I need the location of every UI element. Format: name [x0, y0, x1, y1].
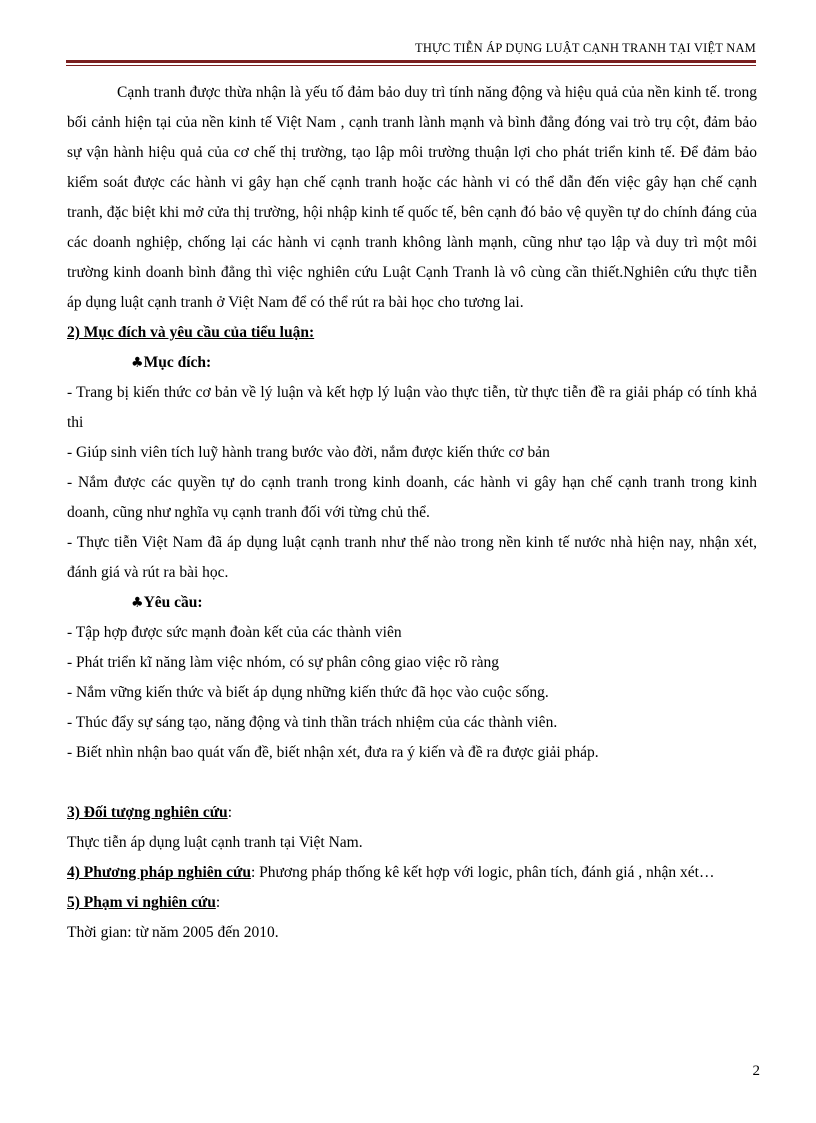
- section-2-heading: [67, 318, 757, 348]
- section-5-colon: :: [215, 894, 221, 911]
- section-5-heading: [67, 888, 757, 918]
- section-3-colon: :: [227, 804, 232, 821]
- purpose-heading: [67, 348, 757, 378]
- purpose-item: - Nắm được các quyền tự do cạnh tranh trong kinh doanh, các hành vi gây hạn chế cạnh tranh trong kinh doanh, cũng như nghĩa vụ cạnh tranh đối với từng chủ thể.: [67, 474, 757, 521]
- section-3-heading: [67, 798, 757, 828]
- requirement-item: - Biết nhìn nhận bao quát vấn đề, biết nhận xét, đưa ra ý kiến và đề ra được giải pháp.: [67, 744, 599, 761]
- purpose-item: - Trang bị kiến thức cơ bản về lý luận và kết hợp lý luận vào thực tiễn, từ thực tiễn đề ra giải pháp có tính khả thi: [67, 384, 757, 431]
- blank-line: [67, 768, 757, 798]
- requirement-item: - Tập hợp được sức mạnh đoàn kết của các thành viên: [67, 624, 402, 641]
- purpose-item: - Giúp sinh viên tích luỹ hành trang bước vào đời, nắm được kiến thức cơ bản: [67, 444, 550, 461]
- section-4-title: 4) Phương pháp nghiên cứu: [67, 864, 251, 881]
- running-header-title: THỰC TIỄN ÁP DỤNG LUẬT CẠNH TRANH TẠI VIỆT NAM: [414, 41, 756, 55]
- header-rule-thin: [66, 65, 756, 66]
- section-3-title: 3) Đối tượng nghiên cứu: [67, 804, 228, 821]
- section-5-title: 5) Phạm vi nghiên cứu: [67, 894, 216, 911]
- requirement-item: - Phát triển kĩ năng làm việc nhóm, có sự phân công giao việc rõ ràng: [67, 654, 499, 671]
- requirements-heading: [67, 588, 757, 618]
- club-bullet-icon: ♣: [131, 595, 144, 611]
- requirement-item: - Nắm vững kiến thức và biết áp dụng những kiến thức đã học vào cuộc sống.: [67, 684, 549, 701]
- section-3-body: Thực tiễn áp dụng luật cạnh tranh tại Việt Nam.: [67, 834, 363, 851]
- document-body: [67, 78, 757, 948]
- section-5-body: Thời gian: từ năm 2005 đến 2010.: [67, 924, 279, 941]
- purpose-title: Mục đích:: [143, 354, 212, 371]
- purpose-item: - Thực tiễn Việt Nam đã áp dụng luật cạnh tranh như thế nào trong nền kinh tế nước nhà hiện nay, nhận xét, đánh giá và rút ra bài học.: [67, 534, 757, 581]
- section-2-title: 2) Mục đích và yêu cầu của tiểu luận: [67, 324, 309, 341]
- intro-paragraph: Cạnh tranh được thừa nhận là yếu tố đảm bảo duy trì tính năng động và hiệu quả của nền kinh tế. trong bối cảnh hiện tại của nền kinh tế Việt Nam , cạnh tranh lành mạnh và bình đẳng đóng vai trò trụ cột, đảm bảo sự vận hành hiệu quả của cơ chế thị trường, tạo lập môi trường thuận lợi cho phát triển kinh tế. Để đảm bảo kiểm soát được các hành vi gây hạn chế cạnh tranh hoặc các hành vi có thể dẫn đến việc gây hạn chế cạnh tranh, đặc biệt khi mở cửa thị trường, hội nhập kinh tế quốc tế, bên cạnh đó bảo vệ quyền tự do chính đáng của các doanh nghiệp, chống lại các hành vi cạnh tranh không lành mạnh, cũng như tạo lập và duy trì một môi trường kinh doanh bình đẳng thì việc nghiên cứu Luật Cạnh Tranh là vô cùng cần thiết.Nghiên cứu thực tiễn áp dụng luật cạnh tranh ở Việt Nam để có thể rút ra bài học cho tương lai.: [67, 84, 757, 311]
- requirement-item: - Thúc đẩy sự sáng tạo, năng động và tinh thần trách nhiệm của các thành viên.: [67, 714, 558, 731]
- section-4-paragraph: [67, 858, 757, 888]
- club-bullet-icon: ♣: [131, 355, 144, 371]
- page-number: 2: [752, 1063, 760, 1079]
- section-2-colon: :: [308, 324, 315, 341]
- requirements-title: Yêu cầu:: [143, 594, 203, 611]
- header-rule-thick: [66, 60, 756, 63]
- section-4-body: : Phương pháp thống kê kết hợp với logic, phân tích, đánh giá , nhận xét…: [250, 864, 715, 881]
